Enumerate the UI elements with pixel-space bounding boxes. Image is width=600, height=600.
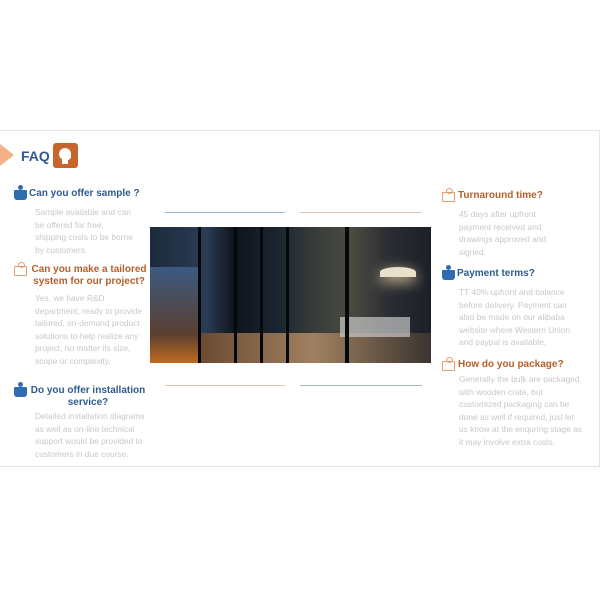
question-installation: Do you offer installation service? — [30, 385, 146, 408]
building-window-photo — [150, 227, 431, 363]
answer-sample: Sample available and can be offered for free, shipping costs to be borne by customers. — [35, 207, 133, 255]
divider — [165, 385, 285, 386]
box-icon — [442, 361, 455, 371]
answer-installation: Detailed installation diagrams as well as on-line technical support would be provided to customers in due course. — [35, 411, 145, 459]
divider — [300, 212, 422, 213]
head-icon — [53, 143, 78, 168]
answer-package: Generally the bulk are packaged with wooden crate, but customized packaging can be done as well if required, just let us know at the enquring stage as it may involve extra costs. — [459, 374, 582, 447]
question-package: How do you package? — [458, 359, 564, 370]
question-sample: Can you offer sample ? — [29, 188, 140, 199]
divider — [300, 385, 422, 386]
answer-tailored: Yes, we have R&D department, ready to provide tailored, on-demand product solutions to help realize any project, no matter its size, scope or complexity. — [35, 293, 143, 366]
answer-payment: TT 40% upfront and balance before delivery. Payment can also be made on our alibaba website where Western Union and paypal is available. — [459, 287, 571, 348]
book-icon — [14, 190, 27, 200]
question-tailored: Can you make a tailored system for our project? — [31, 264, 147, 287]
book-icon — [14, 387, 27, 397]
faq-title: FAQ — [21, 148, 50, 164]
question-turnaround: Turnaround time? — [458, 190, 543, 201]
divider — [165, 212, 285, 213]
book-icon — [442, 270, 455, 280]
answer-turnaround: 45 days after upfront payment received and drawings approved and signed. — [459, 209, 547, 257]
question-payment: Payment terms? — [457, 268, 535, 279]
box-icon — [14, 266, 27, 276]
box-icon — [442, 192, 455, 202]
arrow-marker — [0, 144, 14, 166]
